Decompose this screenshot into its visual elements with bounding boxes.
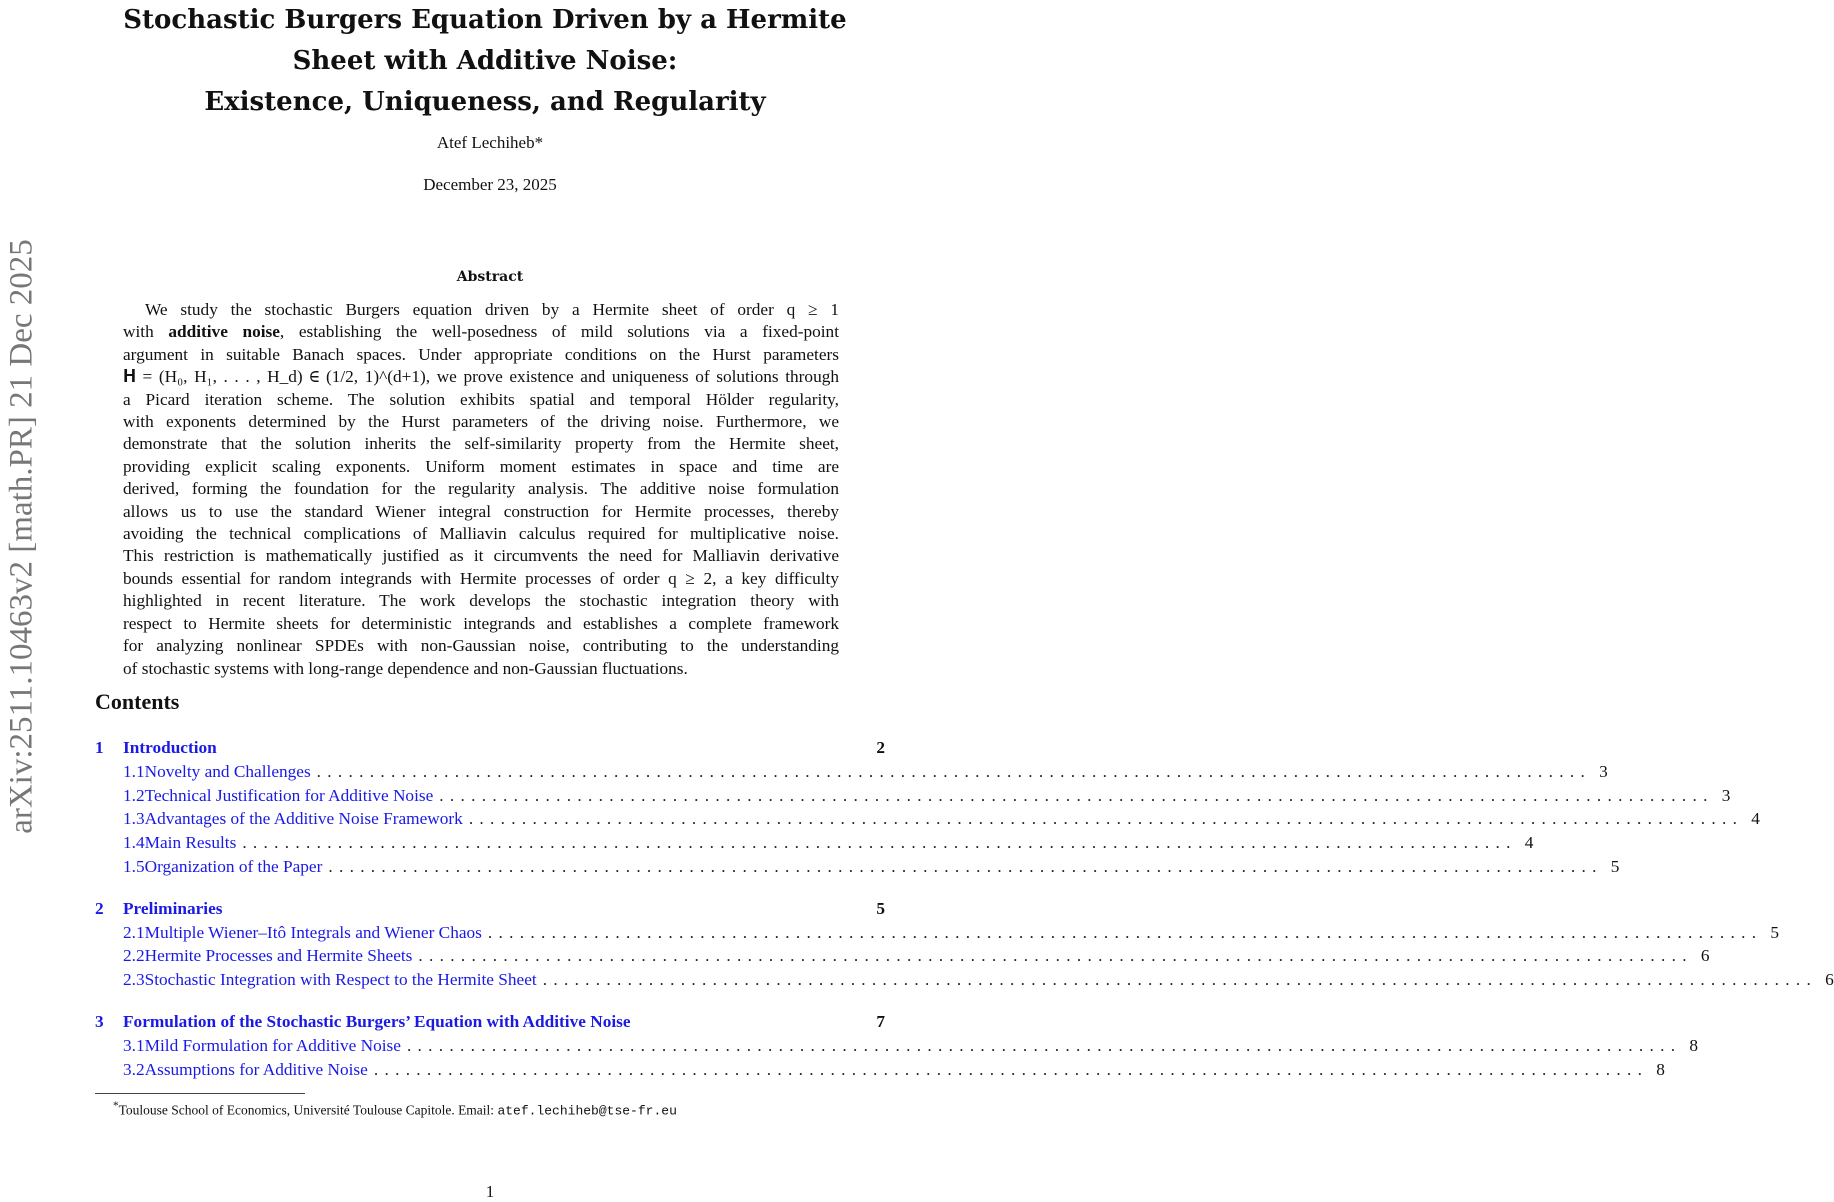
toc-page[interactable]: 4 <box>1524 833 1534 853</box>
toc-label[interactable]: Main Results <box>144 833 237 853</box>
toc-label[interactable]: Multiple Wiener–Itô Integrals and Wiener Chaos <box>144 922 482 942</box>
toc-label[interactable]: Stochastic Integration with Respect to the Hermite Sheet <box>144 970 537 990</box>
abstract-text: , establishing the well-posedness of mild solutions via a fixed-point <box>279 322 839 342</box>
toc-entry[interactable] <box>95 1035 1699 1060</box>
toc-leader-dots: ........................................................................................................................ <box>487 922 1763 942</box>
toc-leader-dots: ........................................................................................................................ <box>373 1059 1649 1079</box>
footnote-mark: * <box>113 1100 119 1112</box>
abstract-line: providing explicit scaling exponents. Uniform moment estimates in space and time are <box>123 456 839 476</box>
toc-entry[interactable] <box>95 970 1834 994</box>
title-line: Existence, Uniqueness, and Regularity <box>204 87 766 117</box>
toc-page[interactable]: 6 <box>1700 946 1710 966</box>
toc-entry[interactable] <box>95 946 1710 970</box>
abstract-line: This restriction is mathematically justified as it circumvents the need for Malliavin derivative <box>123 546 839 566</box>
toc-leader-dots: ........................................................................................................................ <box>406 1035 1682 1055</box>
footnote-text: Toulouse School of Economics, Université Toulouse Capitole. Email: <box>118 1102 498 1118</box>
toc-leader-dots: ........................................................................................................................ <box>328 856 1603 876</box>
toc-entry[interactable] <box>95 809 1760 833</box>
toc-leader-dots: ........................................................................................................................ <box>439 785 1714 805</box>
toc-number[interactable]: 2.2 <box>123 946 145 966</box>
toc-page[interactable]: 8 <box>1656 1059 1665 1079</box>
abstract-line: a Picard iteration scheme. The solution exhibits spatial and temporal Hölder regularity, <box>123 389 839 409</box>
footnote-email[interactable]: atef.lechiheb@tse-fr.eu <box>497 1103 677 1119</box>
abstract-line <box>123 321 839 343</box>
author: Atef Lechiheb* <box>436 133 544 152</box>
toc-page[interactable]: 5 <box>1610 856 1620 876</box>
toc-page[interactable]: 2 <box>876 738 885 757</box>
toc-number[interactable]: 1 <box>95 738 104 757</box>
contents-heading: Contents <box>95 689 180 714</box>
toc-number[interactable]: 1.5 <box>123 856 145 876</box>
toc-label[interactable]: Advantages of the Additive Noise Framework <box>144 809 463 829</box>
toc-page[interactable]: 7 <box>876 1011 885 1031</box>
toc-label[interactable]: Technical Justification for Additive Noise <box>144 785 434 805</box>
toc-entry[interactable] <box>95 761 1608 786</box>
abstract-line: derived, forming the foundation for the regularity analysis. The additive noise formulation <box>123 479 839 499</box>
toc-page[interactable]: 8 <box>1689 1035 1699 1055</box>
toc-leader-dots: ........................................................................................................................ <box>316 761 1592 781</box>
toc-page[interactable]: 3 <box>1721 785 1731 805</box>
abstract-emphasis: additive noise <box>168 322 280 342</box>
toc-page[interactable]: 4 <box>1751 809 1760 829</box>
page-number: 1 <box>485 1182 495 1201</box>
toc-number[interactable]: 2.1 <box>123 922 145 942</box>
toc-label[interactable]: Organization of the Paper <box>144 856 323 876</box>
toc-number[interactable]: 3.1 <box>123 1035 145 1055</box>
abstract-line: highlighted in recent literature. The work develops the stochastic integration theory with <box>123 591 839 611</box>
toc-number[interactable]: 2.3 <box>123 970 145 990</box>
abstract-line: allows us to use the standard Wiener integral construction for Hermite processes, thereby <box>123 501 839 521</box>
abstract-line: demonstrate that the solution inherits the self-similarity property from the Hermite sheet, <box>123 434 839 454</box>
toc-number[interactable]: 2 <box>95 898 104 918</box>
toc-page[interactable]: 3 <box>1599 761 1608 781</box>
toc-label[interactable]: Preliminaries <box>123 898 223 918</box>
abstract-body <box>123 299 839 680</box>
toc-label[interactable]: Mild Formulation for Additive Noise <box>144 1035 401 1055</box>
paper-title <box>90 0 880 123</box>
toc-entry[interactable] <box>95 833 1534 857</box>
toc-label[interactable]: Introduction <box>123 738 217 757</box>
toc-entry[interactable] <box>95 1012 885 1036</box>
toc-label[interactable]: Assumptions for Additive Noise <box>144 1059 368 1079</box>
toc-number[interactable]: 1.1 <box>123 761 145 781</box>
toc-label[interactable]: Formulation of the Stochastic Burgers’ Equation with Additive Noise <box>123 1011 631 1031</box>
toc-leader-dots: ........................................................................................................................ <box>242 833 1517 853</box>
toc-leader-dots: ........................................................................................................................ <box>468 809 1744 829</box>
arxiv-stamp: arXiv:2511.10463v2 [math.PR] 21 Dec 2025 <box>3 239 40 834</box>
toc-number[interactable]: 3 <box>95 1011 104 1031</box>
toc-entry[interactable] <box>95 922 1779 947</box>
abstract-line: with exponents determined by the Hurst parameters of the driving noise. Furthermore, we <box>123 412 839 432</box>
footnote-rule <box>95 1093 305 1094</box>
abstract-line: avoiding the technical complications of Malliavin calculus required for multiplicative noise. <box>123 524 839 544</box>
toc-entry[interactable] <box>95 899 885 923</box>
toc-leader-dots: ........................................................................................................................ <box>418 946 1693 966</box>
abstract-line: argument in suitable Banach spaces. Under appropriate conditions on the Hurst parameters <box>123 344 839 364</box>
table-of-contents <box>95 738 1834 1083</box>
abstract-line: 𝐇 = (H₀, H₁, . . . , H_d) ∈ (1/2, 1)^(d+1), we prove existence and uniqueness of solutions through <box>123 367 839 387</box>
toc-label[interactable]: Hermite Processes and Hermite Sheets <box>144 946 413 966</box>
toc-entry[interactable] <box>95 856 1620 881</box>
toc-page[interactable]: 6 <box>1825 970 1834 990</box>
footnote <box>113 1100 677 1119</box>
abstract-line: respect to Hermite sheets for deterministic integrands and establishes a complete framework <box>123 613 839 633</box>
abstract-text: with <box>123 322 169 342</box>
toc-number[interactable]: 3.2 <box>123 1059 145 1079</box>
toc-page[interactable]: 5 <box>876 898 885 918</box>
date: December 23, 2025 <box>423 175 557 194</box>
toc-entry[interactable] <box>95 785 1731 810</box>
toc-number[interactable]: 1.2 <box>123 785 145 805</box>
abstract-line: bounds essential for random integrands with Hermite processes of order q ≥ 2, a key difficulty <box>123 568 839 588</box>
toc-number[interactable]: 1.3 <box>123 809 145 829</box>
abstract-heading: Abstract <box>456 269 524 285</box>
toc-entry[interactable] <box>95 1059 1665 1084</box>
toc-number[interactable]: 1.4 <box>123 833 145 853</box>
toc-label[interactable]: Novelty and Challenges <box>144 761 311 781</box>
title-line: Sheet with Additive Noise: <box>292 46 678 76</box>
abstract-line: We study the stochastic Burgers equation driven by a Hermite sheet of order q ≥ 1 <box>145 300 839 319</box>
abstract-line: for analyzing nonlinear SPDEs with non-Gaussian noise, contributing to the understanding <box>123 636 839 656</box>
toc-page[interactable]: 5 <box>1770 922 1779 942</box>
toc-leader-dots: ........................................................................................................................ <box>542 970 1818 990</box>
title-line: Stochastic Burgers Equation Driven by a Hermite <box>123 5 847 35</box>
toc-entry[interactable] <box>95 738 885 762</box>
abstract-line: of stochastic systems with long-range dependence and non-Gaussian fluctuations. <box>123 658 688 678</box>
